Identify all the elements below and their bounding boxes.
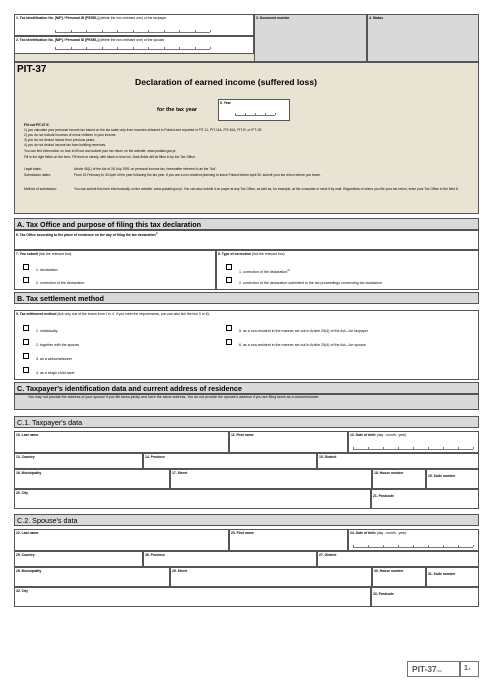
condition-3: 3) you do not deduct losses from previous years, (24, 138, 96, 142)
field-27-label: 27. District (319, 552, 337, 557)
correction-declaration-label: 1. correction of the declaration (239, 270, 288, 275)
widow-label: 3. as a widow/widower (36, 357, 72, 361)
spouse-municipality-field[interactable] (14, 567, 170, 587)
spouse-suite-field[interactable] (426, 567, 479, 587)
field-8-sup: 2) (287, 269, 290, 272)
with-spouse-label: 2. together with the spouse (36, 343, 80, 347)
spouse-country-field[interactable] (14, 551, 143, 567)
taxpayer-country-field[interactable] (14, 453, 143, 469)
field-1-label: 1. Tax Identification No. [NIP] / Personal ID [PESEL] (16, 15, 99, 20)
form-code: PIT-37 (17, 64, 47, 75)
field-3-label: 3. Document number (256, 15, 290, 20)
form-title: Declaration of earned income (suffered loss) (135, 77, 317, 87)
field-9-hint: (tick only one of the boxes from 1 to 4. If you meet the requirements, you can also tick the box 5 or 6): (57, 311, 210, 316)
correction-declaration-checkbox[interactable] (226, 264, 232, 270)
submission-dates-label: Submission dates: (24, 173, 51, 177)
nonresident-spouse-checkbox[interactable] (226, 339, 232, 345)
correction-tax-avoidance-label: 2. correction of the declaration submitted in the tax proceedings concerning tax avoidance (239, 281, 382, 285)
fill-out-heading: Fill out PIT-37 if: (24, 123, 50, 127)
field-6-label: 6. Tax Office according to the place of residence on the day of filing the tax declaration (16, 232, 156, 237)
legal-basis-label: Legal basis: (24, 167, 42, 171)
taxpayer-first-name-field[interactable] (229, 431, 348, 453)
correction-option-label: 2. correction of the declaration (36, 281, 85, 285)
field-9-label: 9. Tax settlement method (16, 311, 57, 316)
field-2-label: 2. Tax Identification No. [NIP] / Personal ID [PESEL] (16, 37, 99, 42)
tax-office-field[interactable] (14, 230, 479, 250)
footer-page-box (460, 661, 479, 677)
field-31-label: 31. Suite number (428, 572, 456, 576)
field-17-label: 17. Street (172, 470, 188, 475)
field-15-label: 15. District (319, 454, 337, 459)
field-22-label: 22. Last name (16, 530, 39, 535)
footer-version: (30) (436, 669, 443, 673)
section-c-note: You may not provide the address of your spouse if you file taxes jointly and have the same address. You do not provide the spouse's address if you are filing taxes as a widow/widower. (28, 395, 320, 399)
correction-checkbox[interactable] (23, 277, 29, 283)
correction-tax-avoidance-checkbox[interactable] (226, 277, 232, 283)
field-19-label: 19. Suite number (428, 474, 456, 478)
field-6-sup: 1) (155, 231, 159, 235)
taxpayer-dob-field[interactable] (348, 431, 479, 453)
spouse-city-field[interactable] (14, 587, 371, 607)
taxpayer-street-field[interactable] (170, 469, 372, 489)
spouse-postcode-field[interactable] (371, 587, 479, 607)
declaration-option-label: 1. declaration (36, 268, 58, 272)
field-24-label: 24. Date of birth (350, 530, 376, 535)
tax-year-label: for the tax year (157, 107, 198, 113)
field-25-label: 25. Country (16, 552, 35, 557)
nonresident-taxpayer-checkbox[interactable] (226, 325, 232, 331)
field-5-label: 5. Year (220, 100, 231, 105)
taxpayer-suite-field[interactable] (426, 469, 479, 489)
field-2-hint: (delete the non-relevant one) of the spouse (99, 37, 165, 42)
spouse-dob-field[interactable] (348, 529, 479, 551)
spouse-house-field[interactable] (372, 567, 426, 587)
taxpayer-nip-field[interactable] (14, 14, 254, 36)
page-total: /6 (467, 667, 471, 671)
submission-dates-text: From 15 February to 30 April of the year following the tax year. If you are a non-resident planning to leave Poland before April 30, submit your tax return before you leave. (74, 173, 321, 177)
field-12-hint: (day - month - year) (376, 432, 407, 437)
condition-1: 1) you calculate your personal income tax based on the tax scale only from incomes obtained in Poland and reported in PIT-11, PIT-11A, PIT-40A, PIT-R, or IFT-1R. (24, 128, 263, 132)
field-32-label: 32. City (16, 588, 29, 593)
spouse-province-field[interactable] (143, 551, 317, 567)
section-c-title: C. Taxpayer's identification data and current address of residence (14, 382, 479, 394)
footer-form-code: PIT-37 (412, 664, 437, 674)
individually-label: 1. individually (36, 329, 58, 333)
legal-basis-text: Article 45(1) of the Act of 26 July 1991 on personal income tax, hereinafter referred to as the "Act". (74, 167, 218, 171)
widow-checkbox[interactable] (23, 353, 29, 359)
spouse-nip-digits (55, 46, 210, 50)
field-33-label: 33. Postcode (373, 592, 394, 596)
taxpayer-postcode-field[interactable] (371, 489, 479, 509)
taxpayer-city-field[interactable] (14, 489, 371, 509)
nonresident-spouse-label: 6. as a non-resident in the manner set out in Article 29(4) of the Act—for spouse (239, 343, 366, 347)
field-7-label: 7. You submit (16, 251, 38, 256)
taxpayer-house-field[interactable] (372, 469, 426, 489)
spouse-nip-field[interactable] (14, 36, 254, 54)
section-b-title: B. Tax settlement method (14, 292, 479, 304)
field-13-label: 13. Country (16, 454, 35, 459)
info-line-2: Fill in the light fields on the form. Fill them in clearly, with black or blue ink. Dark fields will be filled in by the Tax Office. (24, 155, 196, 159)
field-28-label: 28. Municipality (16, 568, 42, 573)
single-carer-label: 4. as a single child carer (36, 371, 75, 375)
page-number: 1 (464, 665, 468, 672)
field-24-hint: (day - month - year) (376, 530, 407, 535)
taxpayer-district-field[interactable] (317, 453, 479, 469)
taxpayer-last-name-field[interactable] (14, 431, 229, 453)
field-30-label: 30. House number (374, 568, 404, 573)
status-field (367, 14, 479, 62)
with-spouse-checkbox[interactable] (23, 339, 29, 345)
field-16-label: 16. Municipality (16, 470, 42, 475)
tax-year-field[interactable] (218, 99, 290, 121)
field-21-label: 21. Postcode (373, 494, 394, 498)
spouse-dob-digits (353, 544, 473, 548)
section-a-title: A. Tax Office and purpose of filing this tax declaration (14, 218, 479, 230)
tax-year-digits (235, 112, 275, 116)
spouse-street-field[interactable] (170, 567, 372, 587)
c2-title: C.2. Spouse's data (14, 514, 479, 526)
field-20-label: 20. City (16, 490, 29, 495)
document-number-field (254, 14, 367, 62)
single-carer-checkbox[interactable] (23, 367, 29, 373)
field-12-label: 12. Date of birth (350, 432, 376, 437)
declaration-checkbox[interactable] (23, 264, 29, 270)
field-29-label: 29. Street (172, 568, 188, 573)
taxpayer-dob-digits (353, 446, 473, 450)
field-23-label: 23. First name (231, 530, 254, 535)
method-text: You can submit this form electronically on the website: www.podatki.gov.pl. You can also submit it on paper at any Tax Office, as well as, for example, at the consulate or send it by mail. Regardless of where you file your tax return, enter your Tax Office in the field 6. (74, 187, 459, 191)
info-line-1: You can find information on how to fill out and submit your tax return on the website: www.podatki.gov.pl. (24, 149, 177, 153)
field-4-label: 4. Status (369, 15, 384, 20)
field-10-label: 10. Last name (16, 432, 39, 437)
field-1-hint: (delete the non-relevant one) of the taxpayer (99, 15, 167, 20)
taxpayer-nip-digits (55, 29, 210, 33)
field-14-label: 14. Province (145, 454, 165, 459)
field-8-hint: (tick the relevant box): (252, 251, 286, 256)
field-8-label: 8. Type of correction (218, 251, 252, 256)
spouse-first-name-field[interactable] (229, 529, 348, 551)
individually-checkbox[interactable] (23, 325, 29, 331)
field-26-label: 26. Province (145, 552, 165, 557)
field-11-label: 11. First name (231, 432, 254, 437)
method-label: Method of submission: (24, 187, 57, 191)
spouse-last-name-field[interactable] (14, 529, 229, 551)
field-7-hint: (tick the relevant box): (38, 251, 73, 256)
condition-2: 2) you do not include incomes of minor children in your income. (24, 133, 117, 137)
nonresident-taxpayer-label: 5. as a non-resident in the manner set out in Article 29(4) of the Act—for taxpayer (239, 329, 369, 333)
taxpayer-municipality-field[interactable] (14, 469, 170, 489)
c1-title: C.1. Taxpayer's data (14, 416, 479, 428)
spouse-district-field[interactable] (317, 551, 479, 567)
field-18-label: 18. House number (374, 470, 404, 475)
condition-4: 4) you do not deduct income tax from building revenues. (24, 143, 107, 147)
taxpayer-province-field[interactable] (143, 453, 317, 469)
footer-form-code-box (407, 661, 460, 677)
